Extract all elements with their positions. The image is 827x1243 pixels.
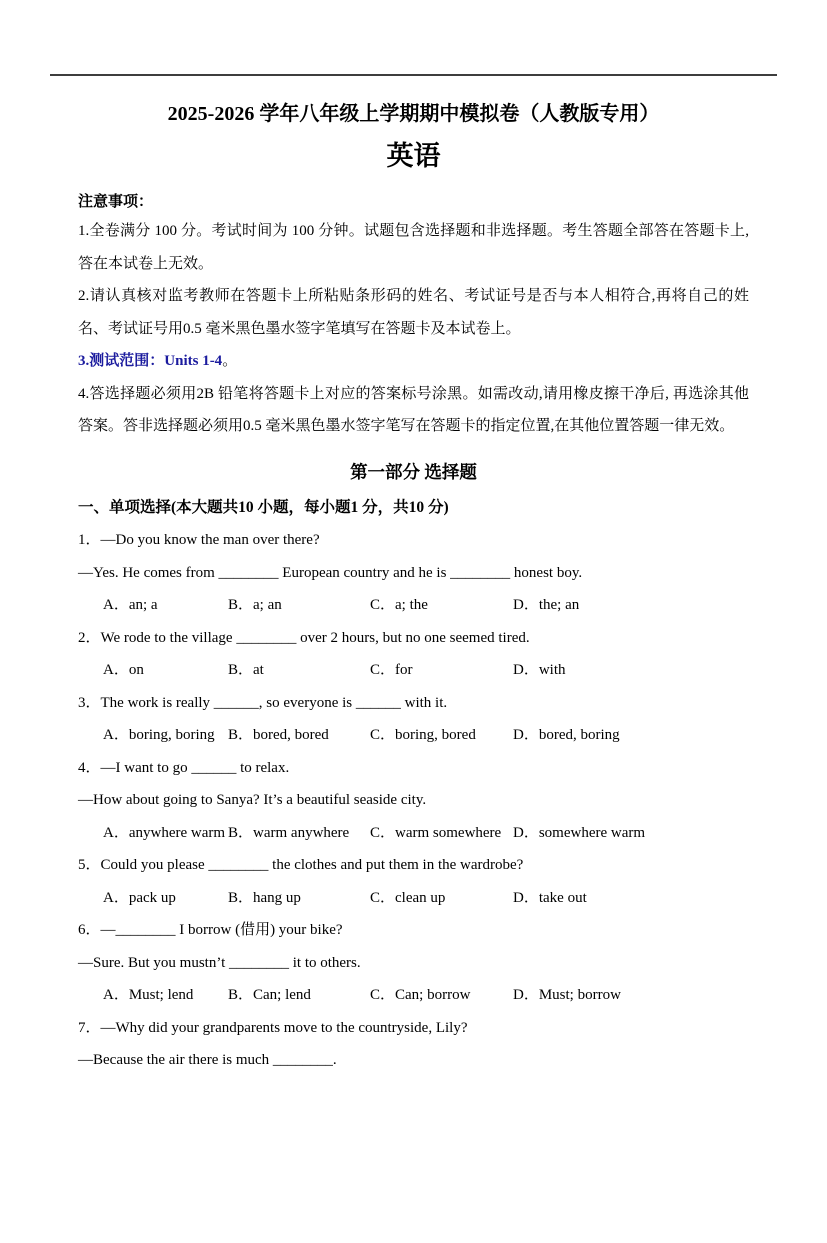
notice-3-prefix: 3. — [78, 353, 90, 369]
option-d: D．bored, boring — [513, 727, 620, 743]
option-a: A．on — [103, 662, 144, 678]
option-a: A．pack up — [103, 889, 176, 906]
notice-item-1: 1.全卷满分 100 分。考试时间为 100 分钟。试题包含选择题和非选择题。考生答题全部答在答题卡上, 答在本试卷上无效。 — [78, 223, 749, 272]
notice-3-test-range: Units 1-4 — [164, 353, 223, 369]
part1-heading: 第一部分 选择题 — [350, 461, 477, 482]
question-5-options-row — [78, 882, 749, 915]
notice-item-3 — [78, 345, 749, 378]
section1-title: 一、单项选择(本大题共10 小题，每小题1 分，共10 分) — [78, 498, 449, 516]
question-7-line-2: —Because the air there is much ________. — [78, 1052, 337, 1068]
notice-item-2: 2.请认真核对监考教师在答题卡上所粘贴条形码的姓名、考试证号是否与本人相符合,再将自己的姓名、考试证号用0.5 毫米黑色墨水签字笔填写在答题卡及本试卷上。 — [78, 288, 749, 337]
notice-3-period: 。 — [222, 353, 238, 369]
question-3-options-row — [78, 719, 749, 752]
option-b: B．Can; lend — [228, 987, 311, 1003]
notice-3-label: 测试范围： — [89, 353, 165, 369]
question-6-line-2: —Sure. But you mustn’t ________ it to others. — [78, 954, 361, 971]
option-c: C．clean up — [370, 889, 446, 906]
notice-item-4: 4.答选择题必须用2B 铅笔将答题卡上对应的答案标号涂黑。如需改动,请用橡皮擦干净后, 再选涂其他答案。答非选择题必须用0.5 毫米黑色墨水签字笔写在答题卡的指定位置,在其他位置答题一律无效。 — [78, 385, 749, 434]
option-b: B．at — [228, 662, 264, 678]
question-3 — [78, 687, 749, 752]
header-rule — [50, 74, 777, 76]
page-content — [0, 103, 827, 1077]
question-2-line-1: 2．We rode to the village ________ over 2 hours, but no one seemed tired. — [78, 629, 530, 646]
question-7 — [78, 1012, 749, 1077]
question-5 — [78, 849, 749, 914]
option-c: C．for — [370, 662, 413, 678]
question-7-line-1: 7．—Why did your grandparents move to the countryside, Lily? — [78, 1019, 468, 1036]
exam-subject: 英语 — [386, 141, 441, 171]
exam-paper-page — [0, 74, 827, 1243]
option-b: B．bored, bored — [228, 727, 329, 743]
notices-heading: 注意事项： — [78, 194, 154, 210]
option-d: D．the; an — [513, 597, 580, 613]
option-a: A．boring, boring — [103, 727, 215, 743]
option-a: A．an; a — [103, 597, 158, 613]
question-6-options-row — [78, 979, 749, 1012]
option-d: D．with — [513, 662, 566, 678]
question-2 — [78, 622, 749, 687]
option-c: C．boring, bored — [370, 727, 476, 743]
option-a: A．Must; lend — [103, 987, 194, 1003]
question-1-line-2: —Yes. He comes from ________ European country and he is ________ honest boy. — [78, 564, 583, 581]
question-4-line-2: —How about going to Sanya? It’s a beautiful seaside city. — [78, 792, 427, 808]
question-5-line-1: 5．Could you please ________ the clothes and put them in the wardrobe? — [78, 857, 524, 873]
question-3-line-1: 3．The work is really ______, so everyone is ______ with it. — [78, 694, 448, 711]
question-1-options-row — [78, 589, 749, 622]
option-d: D．somewhere warm — [513, 824, 646, 841]
option-d: D．take out — [513, 889, 587, 906]
question-1 — [78, 524, 749, 622]
option-c: C．warm somewhere — [370, 824, 502, 841]
question-4 — [78, 752, 749, 850]
option-d: D．Must; borrow — [513, 987, 621, 1003]
option-c: C．Can; borrow — [370, 987, 471, 1003]
question-2-options-row — [78, 654, 749, 687]
option-b: B．hang up — [228, 889, 301, 906]
option-a: A．anywhere warm — [103, 824, 226, 841]
question-4-options-row — [78, 817, 749, 850]
option-c: C．a; the — [370, 597, 428, 613]
question-6 — [78, 914, 749, 1012]
exam-title: 2025-2026 学年八年级上学期期中模拟卷（人教版专用） — [167, 103, 660, 125]
question-6-line-1: 6．—________ I borrow (借用) your bike? — [78, 922, 343, 938]
option-b: B．a; an — [228, 597, 282, 613]
question-1-line-1: 1．—Do you know the man over there? — [78, 532, 320, 548]
question-4-line-1: 4．—I want to go ______ to relax. — [78, 759, 290, 776]
option-b: B．warm anywhere — [228, 824, 350, 841]
